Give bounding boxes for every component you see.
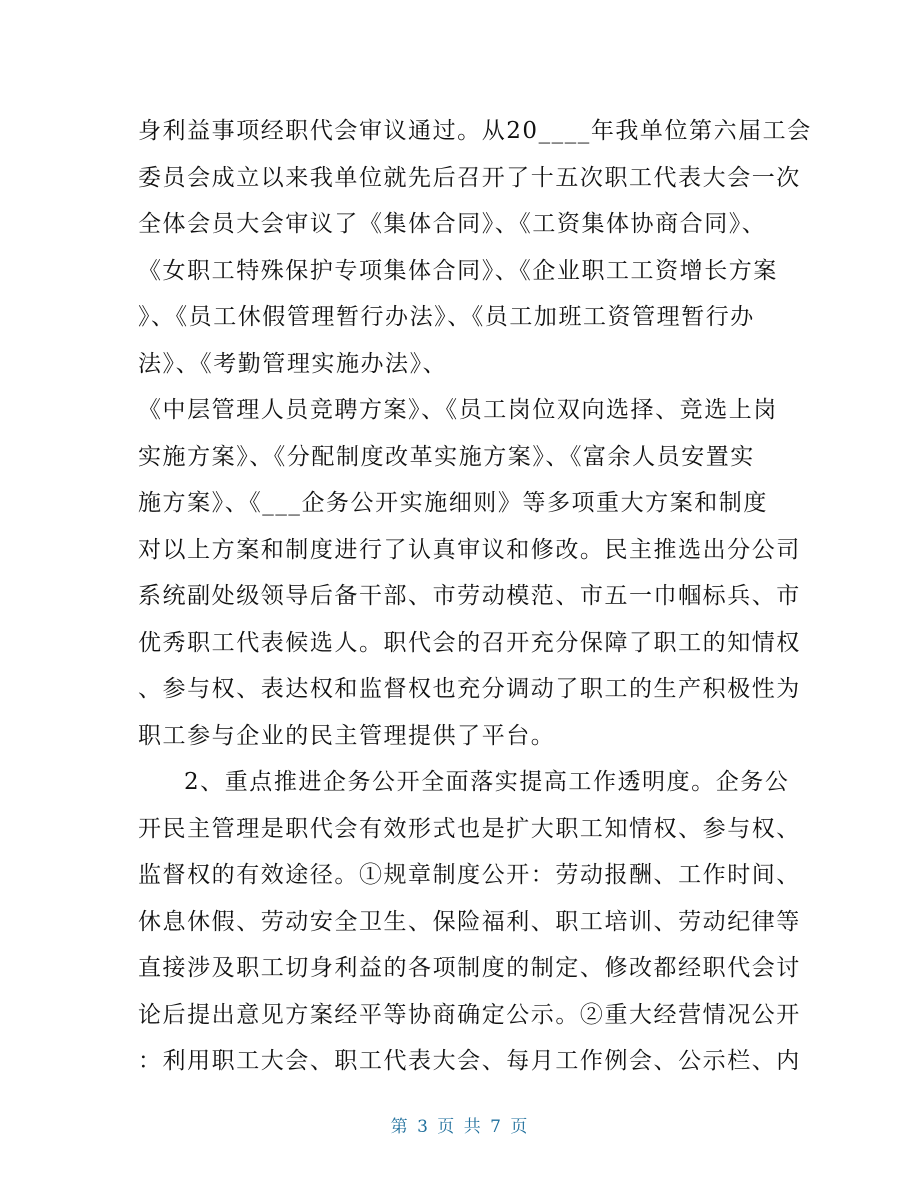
paragraph-first-line: 2、重点推进企务公开全面落实提高工作透明度。企务公 [184,769,790,795]
text-line: 身利益事项经职代会审议通过。从20____年我单位第六届工会 [138,118,812,144]
text-line: 全体会员大会审议了《集体合同》、《工资集体协商合同》、 [138,211,767,237]
text-line: 法》、《考勤管理实施办法》、 [138,350,448,377]
text-line: 实施方案》、《分配制度改革实施方案》、《富余人员安置实 [138,443,755,470]
text-line: 开民主管理是职代会有效形式也是扩大职工知情权、参与权、 [138,815,801,842]
text-line: 委员会成立以来我单位就先后召开了十五次职工代表大会一次 [138,164,801,191]
text-line: 、参与权、表达权和监督权也充分调动了职工的生产积极性为 [138,676,801,702]
text-line: 系统副处级领导后备干部、市劳动模范、市五一巾帼标兵、市 [138,583,801,609]
text-line: 《中层管理人员竞聘方案》、《员工岗位双向选择、竞选上岗 [138,397,778,423]
text-line: 论后提出意见方案经平等协商确定公示。②重大经营情况公开 [138,1001,801,1028]
page-number-footer: 第 3 页 共 7 页 [390,1117,530,1137]
text-line: 休息休假、劳动安全卫生、保险福利、职工培训、劳动纪律等 [138,908,801,935]
text-line: 优秀职工代表候选人。职代会的召开充分保障了职工的知情权 [138,629,801,656]
text-line: 《女职工特殊保护专项集体合同》、《企业职工工资增长方案 [138,257,778,284]
text-line: 职工参与企业的民主管理提供了平台。 [138,722,556,749]
text-line: 对以上方案和制度进行了认真审议和修改。民主推选出分公司 [138,536,801,563]
text-line: 施方案》、《___企务公开实施细则》等多项重大方案和制度 [138,490,768,516]
text-line: 直接涉及职工切身利益的各项制度的制定、修改都经职代会讨 [138,955,801,981]
text-line: 》、《员工休假管理暂行办法》、《员工加班工资管理暂行办 [138,304,755,330]
document-body [138,108,812,1085]
text-line: 监督权的有效途径。①规章制度公开：劳动报酬、工作时间、 [138,862,801,888]
text-line: ：利用职工大会、职工代表大会、每月工作例会、公示栏、内 [138,1048,801,1074]
